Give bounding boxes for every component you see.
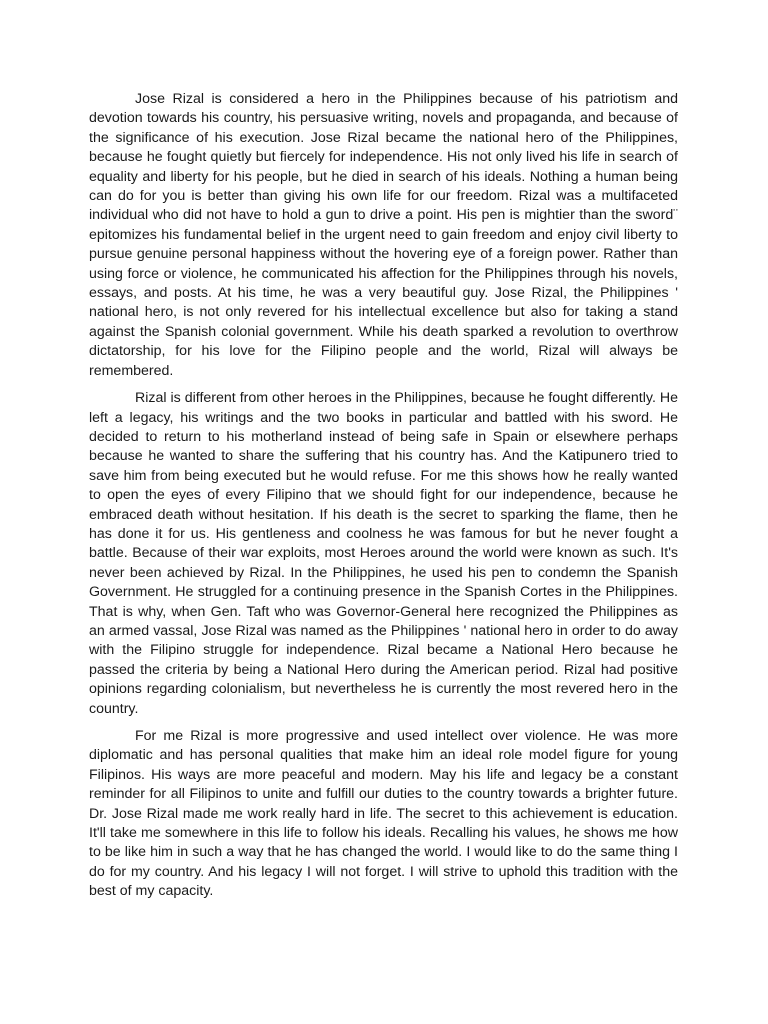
document-page [89, 90, 678, 910]
paragraph-1: Jose Rizal is considered a hero in the Philippines because of his patriotism and devotion towards his country, his persuasive writing, novels and propaganda, and because of the significance of his execution. Jose Rizal became the national hero of the Philippines, because he fought quietly but fiercely for independence. His not only lived his life in search of equality and liberty for his people, but he died in search of his ideals. Nothing a human being can do for you is better than giving his own life for our freedom. Rizal was a multifaceted individual who did not have to hold a gun to drive a point. His pen is mightier than the sword¨ epitomizes his fundamental belief in the urgent need to gain freedom and enjoy civil liberty to pursue genuine personal happiness without the hovering eye of a foreign power. Rather than using force or violence, he communicated his affection for the Philippines through his novels, essays, and posts. At his time, he was a very beautiful guy. Jose Rizal, the Philippines ' national hero, is not only revered for his intellectual excellence but also for taking a stand against the Spanish colonial government. While his death sparked a revolution to overthrow dictatorship, for his love for the Filipino people and the world, Rizal will always be remembered. [89, 91, 678, 379]
paragraph-3: For me Rizal is more progressive and used intellect over violence. He was more diplomatic and has personal qualities that make him an ideal role model figure for young Filipinos. His ways are more peaceful and modern. May his life and legacy be a constant reminder for all Filipinos to unite and fulfill our duties to the country towards a brighter future. Dr. Jose Rizal made me work really hard in life. The secret to this achievement is education. It'll take me somewhere in this life to follow his ideals. Recalling his values, he shows me how to be like him in such a way that he has changed the world. I would like to do the same thing I do for my country. And his legacy I will not forget. I will strive to uphold this tradition with the best of my capacity. [89, 728, 678, 900]
paragraph-2: Rizal is different from other heroes in the Philippines, because he fought differently. He left a legacy, his writings and the two books in particular and battled with his sword. He decided to return to his motherland instead of being safe in Spain or elsewhere perhaps because he wanted to share the suffering that his country has. And the Katipunero tried to save him from being executed but he would refuse. For me this shows how he really wanted to open the eyes of every Filipino that we should fight for our independence, because he embraced death without hesitation. If his death is the secret to sparking the flame, then he has done it for us. His gentleness and coolness he was famous for but he never fought a battle. Because of their war exploits, most Heroes around the world were known as such. It's never been achieved by Rizal. In the Philippines, he used his pen to condemn the Spanish Government. He struggled for a continuing presence in the Spanish Cortes in the Philippines. That is why, when Gen. Taft who was Governor-General here recognized the Philippines as an armed vassal, Jose Rizal was named as the Philippines ' national hero in order to do away with the Filipino struggle for independence. Rizal became a National Hero because he passed the criteria by being a National Hero during the American period. Rizal had positive opinions regarding colonialism, but nevertheless he is currently the most revered hero in the country. [89, 390, 678, 717]
